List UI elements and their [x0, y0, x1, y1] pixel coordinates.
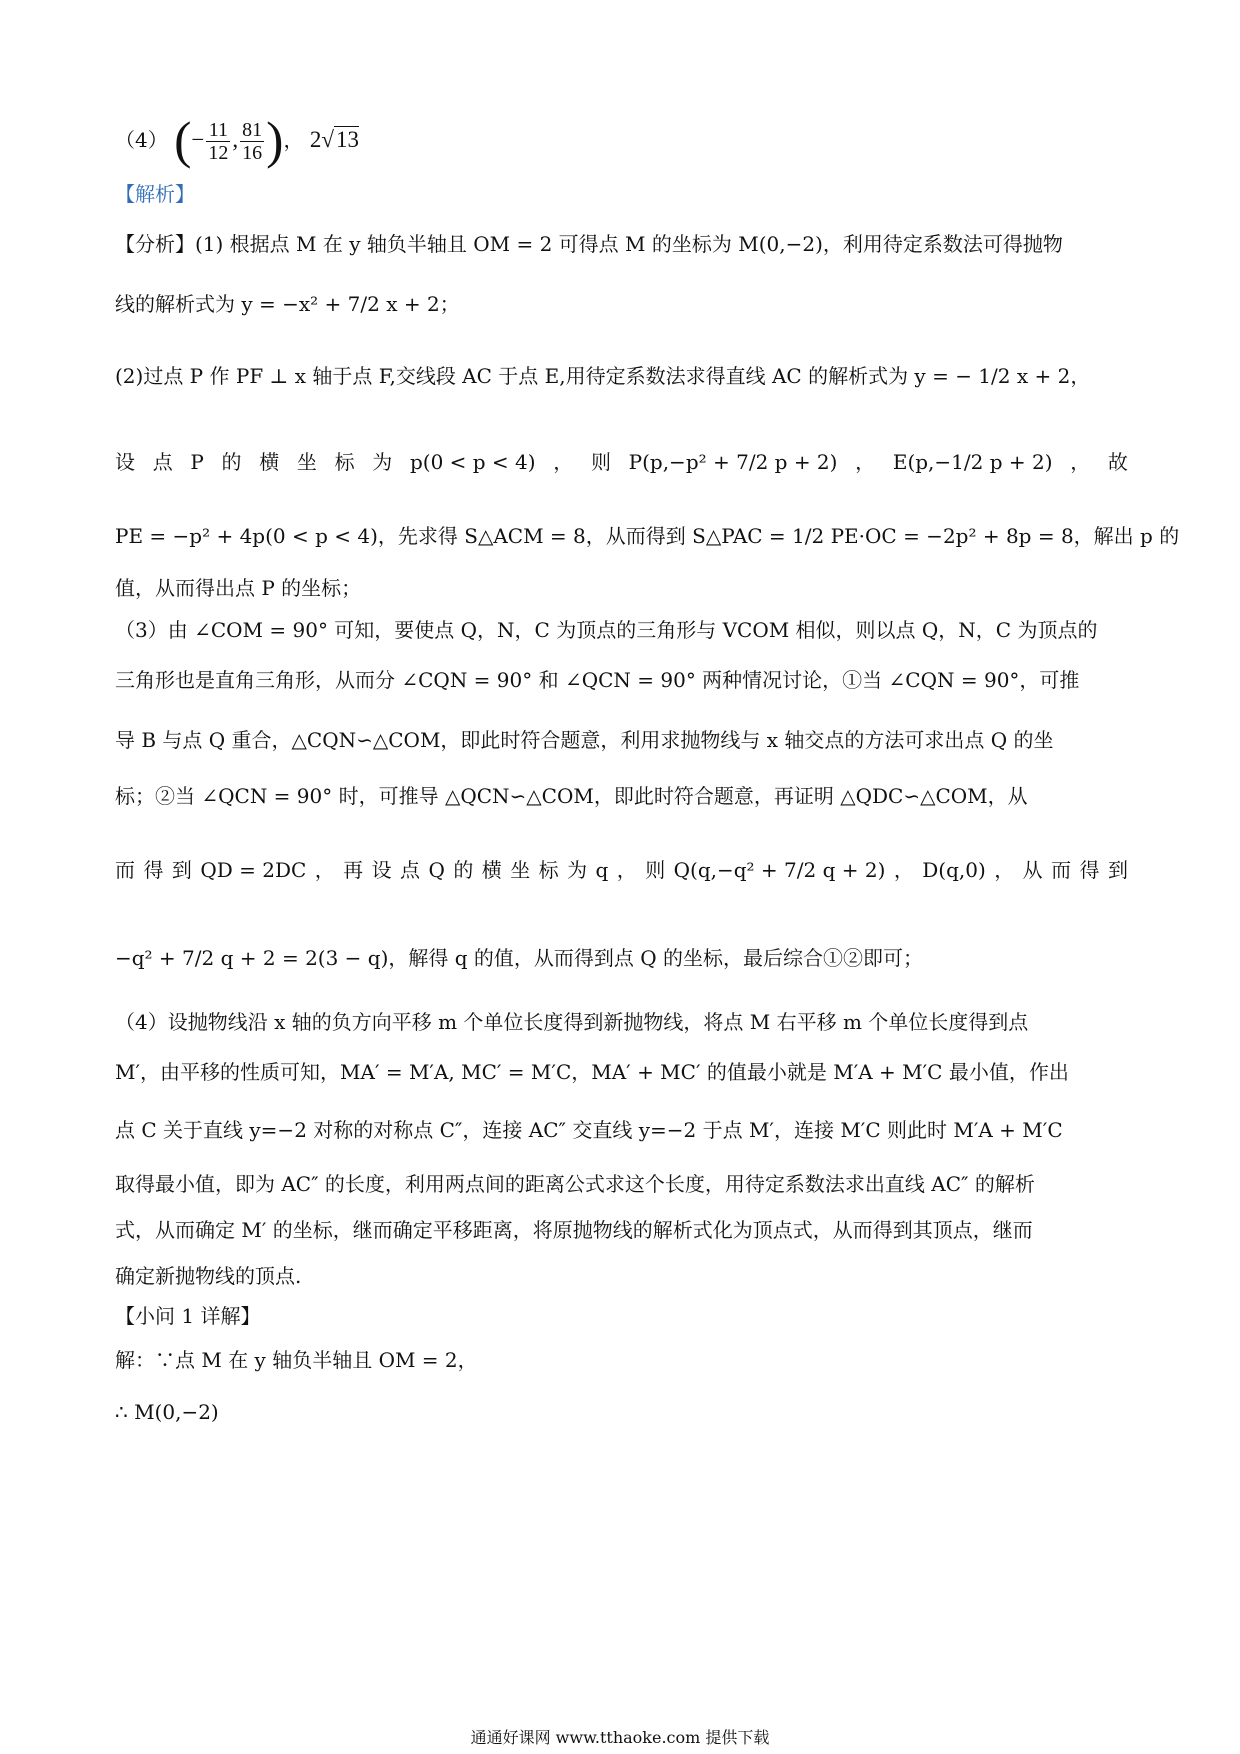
token: 到 [171, 858, 192, 882]
token: 设 [115, 450, 135, 474]
token: 坐 [510, 858, 531, 882]
token: 从 [1022, 858, 1043, 882]
token: 为 [372, 450, 393, 474]
page-footer: 通通好课网 www.tthaoke.com 提供下载 [470, 1728, 770, 1747]
token: q [595, 858, 609, 882]
token: 则 [645, 858, 666, 882]
token: 故 [1107, 450, 1128, 474]
heading-jiexi: 【解析】 [115, 182, 195, 206]
token: 标 [538, 858, 559, 882]
token: 而 [115, 858, 135, 882]
token: p(0 < p < 4) [409, 450, 536, 474]
sqrt-coefficient: 2 [309, 127, 322, 152]
token: 设 [371, 858, 392, 882]
token: 得 [143, 858, 164, 882]
minus-sign: − [191, 127, 205, 152]
token: 再 [343, 858, 364, 882]
length-value: 2√13 [309, 127, 359, 152]
analysis-line-2: 线的解析式为 y = −x² + 7/2 x + 2； [115, 292, 460, 316]
token: ， [855, 450, 876, 474]
solution-line-2: ∴ M(0,−2) [115, 1400, 219, 1424]
fraction-y [240, 119, 264, 164]
token: ， [893, 858, 914, 882]
right-paren: ) [266, 112, 284, 170]
analysis-line-9: 导 B 与点 Q 重合，△CQN∽△COM，即此时符合题意，利用求抛物线与 x 轴交点的方法可求出点 Q 的坐 [115, 728, 1054, 752]
analysis-line-14: M′，由平移的性质可知，MA′ = M′A, MC′ = M′C，MA′ + MC′ 的值最小就是 M′A + M′C 最小值，作出 [115, 1060, 1069, 1084]
token: 横 [481, 858, 502, 882]
token: 点 [152, 450, 173, 474]
heading-sub1: 【小问 1 详解】 [115, 1304, 261, 1328]
token: 为 [567, 858, 588, 882]
analysis-line-12: −q² + 7/2 q + 2 = 2(3 − q)，解得 q 的值，从而得到点 Q 的坐标，最后综合①②即可； [115, 946, 924, 970]
analysis-line-10: 标；②当 ∠QCN = 90° 时，可推导 △QCN∽△COM，即此时符合题意，再证明 △QDC∽△COM，从 [115, 784, 1028, 808]
analysis-line-6: 值，从而得出点 P 的坐标； [115, 576, 362, 600]
analysis-line-16: 取得最小值，即为 AC″ 的长度，利用两点间的距离公式求这个长度，用待定系数法求出直线 AC″ 的解析 [115, 1172, 1035, 1196]
token: 的 [453, 858, 474, 882]
token: P(p,−p² + 7/2 p + 2) [628, 450, 838, 474]
analysis-line-11 [115, 856, 1128, 884]
token: E(p,−1/2 p + 2) [892, 450, 1053, 474]
fraction-x [206, 119, 230, 164]
analysis-line-4 [115, 448, 1128, 476]
token: Q [428, 858, 445, 882]
analysis-line-15: 点 C 关于直线 y=−2 对称的对称点 C″，连接 AC″ 交直线 y=−2 于点 M′，连接 M′C 则此时 M′A + M′C [115, 1118, 1063, 1142]
token: ， [1070, 450, 1091, 474]
token: ， [616, 858, 637, 882]
solution-line-1: 解：∵点 M 在 y 轴负半轴且 OM = 2， [115, 1348, 478, 1372]
token: 标 [334, 450, 355, 474]
token: 坐 [296, 450, 317, 474]
analysis-line-1: 【分析】(1) 根据点 M 在 y 轴负半轴且 OM = 2 可得点 M 的坐标为 M(0,−2)，利用待定系数法可得抛物 [115, 232, 1063, 256]
token: 点 [400, 858, 421, 882]
token: 则 [590, 450, 611, 474]
token: 得 [1079, 858, 1100, 882]
numerator: 11 [206, 119, 230, 142]
left-paren: ( [174, 112, 192, 170]
analysis-line-7: （3）由 ∠COM = 90° 可知，要使点 Q，N，C 为顶点的三角形与 VCOM 相似，则以点 Q，N，C 为顶点的 [115, 618, 1098, 642]
denominator: 16 [242, 142, 263, 164]
numerator: 81 [242, 119, 263, 141]
analysis-line-8: 三角形也是直角三角形，从而分 ∠CQN = 90° 和 ∠QCN = 90° 两种情况讨论，①当 ∠CQN = 90°，可推 [115, 668, 1080, 692]
denominator: 12 [208, 142, 229, 164]
token: 而 [1051, 858, 1072, 882]
comma: , [232, 127, 239, 152]
analysis-line-17: 式，从而确定 M′ 的坐标，继而确定平移距离，将原抛物线的解析式化为顶点式，从而得到其顶点，继而 [115, 1218, 1033, 1242]
token: ， [553, 450, 574, 474]
analysis-line-18: 确定新抛物线的顶点. [115, 1264, 302, 1288]
analysis-line-13: （4）设抛物线沿 x 轴的负方向平移 m 个单位长度得到新抛物线，将点 M 右平移 m 个单位长度得到点 [115, 1010, 1029, 1034]
token: D(q,0) [922, 858, 986, 882]
sqrt-radicand: 13 [335, 127, 359, 152]
token: 到 [1107, 858, 1128, 882]
analysis-line-3: (2)过点 P 作 PF ⊥ x 轴于点 F,交线段 AC 于点 E,用待定系数法求得直线 AC 的解析式为 y = − 1/2 x + 2， [115, 364, 1091, 388]
token: 横 [259, 450, 280, 474]
token: 的 [221, 450, 242, 474]
token: Q(q,−q² + 7/2 q + 2) [673, 858, 886, 882]
answer-4: （4） (− $\frac{11}{12}$ , $\frac{81}{16}$ )， 2√13 [115, 112, 359, 170]
answer-4-label: （4） [115, 128, 168, 152]
token: ， [314, 858, 335, 882]
token: ， [994, 858, 1015, 882]
token: QD = 2DC [200, 858, 307, 882]
token: P [190, 450, 204, 474]
analysis-line-5: PE = −p² + 4p(0 < p < 4)，先求得 S△ACM = 8，从而得到 S△PAC = 1/2 PE·OC = −2p² + 8p = 8，解出 p 的 [115, 524, 1180, 548]
